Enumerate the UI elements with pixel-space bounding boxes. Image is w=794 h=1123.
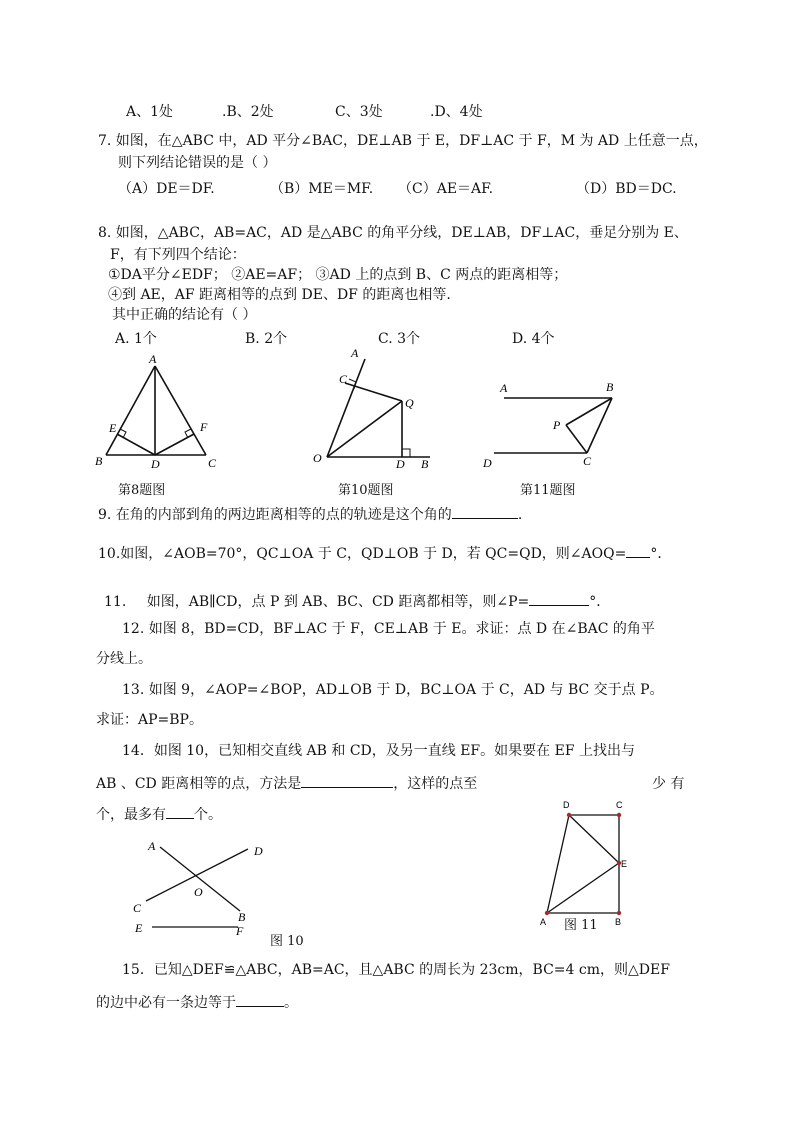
fig10-label-a: A (351, 346, 359, 360)
fig10-label-d: D (396, 457, 405, 471)
q7-option-a: （A）DE＝DF. (118, 181, 215, 197)
q12-line2: 分线上。 (96, 651, 152, 667)
q9-stem: 9. 在角的内部到角的两边距离相等的点的轨迹是这个角的 (98, 507, 452, 523)
fig11-label-c: C (583, 454, 592, 468)
q6-option-d: .D、4处 (430, 104, 483, 120)
q13-line2: 求证：AP=BP。 (96, 712, 203, 728)
figure-q10 (305, 345, 440, 479)
fig10-label-b: B (421, 457, 429, 471)
figure10-label-e: E (135, 921, 143, 935)
q7-stem-line2: 则下列结论错误的是（ ） (118, 155, 277, 171)
q8-option-b: B. 2个 (245, 331, 288, 347)
figure11-label-d: D (563, 800, 570, 810)
q15-line2-start: 的边中必有一条边等于 (96, 995, 236, 1011)
fig11-caption: 第11题图 (520, 483, 576, 498)
figure10-label-a: A (148, 839, 156, 853)
q15-line1: 15．已知△DEF≌△ABC，AB=AC，且△ABC 的周长为 23cm，BC=4 cm，则△DEF (122, 962, 670, 978)
q14-method-blank[interactable] (301, 787, 393, 788)
q12-line1: 12. 如图 8，BD=CD，BF⊥AC 于 F，CE⊥AB 于 E。求证：点 D 在∠BAC 的角平 (122, 621, 655, 637)
fig8-label-c: C (208, 456, 217, 470)
q8-stem-line1: 8. 如图，△ABC，AB=AC，AD 是△ABC 的角平分线，DE⊥AB，DF⊥AC，垂足分别为 E、 (98, 225, 688, 241)
figure-q8 (90, 350, 230, 479)
figure10-caption: 图 10 (270, 934, 304, 949)
q6-option-c: C、3处 (335, 104, 383, 120)
q8-option-c: C. 3个 (378, 331, 421, 347)
q8-question: 其中正确的结论有（ ） (112, 307, 257, 323)
q13-line1: 13. 如图 9，∠AOP=∠BOP，AD⊥OB 于 D，BC⊥OA 于 C，AD 与 BC 交于点 P。 (122, 682, 664, 698)
q11-stem: 如图，AB∥CD，点 P 到 AB、BC、CD 距离都相等，则∠P= (146, 594, 530, 610)
q15-line2 (96, 994, 298, 1012)
figure11-label-a: A (540, 917, 547, 927)
q7-option-d: （D）BD＝DC. (576, 181, 677, 197)
q10-stem: 10.如图，∠AOB=70°，QC⊥OA 于 C，QD⊥OB 于 D，若 QC=QD，则∠AOQ= (98, 546, 627, 562)
figure11-label-b: B (615, 917, 622, 927)
q11-answer-blank[interactable] (529, 605, 589, 606)
q11-end: °． (589, 594, 611, 610)
fig11-label-d: D (483, 456, 492, 470)
fig10-label-q: Q (405, 396, 414, 410)
fig10-label-c: C (339, 372, 348, 386)
figure11-label-e: E (621, 859, 628, 869)
q10-text (98, 545, 671, 563)
q8-stem-line2: F，有下列四个结论： (110, 247, 246, 263)
q14-line2-start: AB 、CD 距离相等的点，方法是 (96, 776, 302, 792)
q14-line2-end: 少 有 (652, 776, 685, 792)
figure10-label-o: O (194, 885, 203, 899)
q8-option-a: A. 1个 (115, 331, 157, 347)
q6-option-b: .B、2处 (222, 104, 274, 120)
fig11-label-a: A (500, 381, 508, 395)
figure11-caption: 图 11 (564, 918, 598, 933)
q14-line3-end: 个。 (194, 807, 222, 823)
q14-line2-mid: ，这样的点至 (393, 776, 478, 792)
q6-option-a: A、1处 (126, 104, 174, 120)
q11-number: 11. (104, 594, 127, 610)
q8-conclusion-4: ④到 AE，AF 距离相等的点到 DE、DF 的距离也相等. (108, 287, 451, 303)
q8-conclusions-1-3: ①DA平分∠EDF； ②AE=AF； ③AD 上的点到 B、C 两点的距离相等； (108, 267, 568, 283)
fig11-label-p: P (553, 418, 561, 432)
figure11-label-c: C (616, 800, 623, 810)
q9-end: . (517, 507, 523, 523)
q14-line3 (96, 806, 222, 824)
figure-q11 (480, 375, 630, 479)
figure-10 (130, 835, 280, 944)
fig8-label-f: F (200, 420, 208, 434)
q14-line3-start: 个，最多有 (96, 807, 166, 823)
q9-answer-blank[interactable] (452, 518, 518, 519)
q8-option-d: D. 4个 (512, 331, 555, 347)
q7-option-b: （B）ME＝MF. (270, 181, 374, 197)
q7-option-c: （C）AE＝AF. (398, 181, 494, 197)
figure10-label-d: D (254, 844, 263, 858)
q10-end: °． (650, 546, 672, 562)
q14-max-blank[interactable] (166, 818, 194, 819)
q15-answer-blank[interactable] (236, 1006, 284, 1007)
figure10-label-c: C (133, 901, 142, 915)
q15-line2-end: 。 (284, 995, 298, 1011)
q14-line1: 14．如图 10，已知相交直线 AB 和 CD，及另一直线 EF。如果要在 EF 上找出与 (122, 743, 635, 759)
figure10-label-b: B (238, 910, 246, 924)
fig8-caption: 第8题图 (118, 483, 166, 498)
fig8-label-d: D (151, 457, 160, 471)
figure10-label-f: F (236, 924, 244, 938)
q7-stem-line1: 7. 如图，在△ABC 中，AD 平分∠BAC，DE⊥AB 于 E，DF⊥AC 于 F，M 为 AD 上任意一点， (98, 133, 708, 149)
fig8-label-b: B (95, 454, 103, 468)
fig8-label-e: E (109, 421, 117, 435)
q14-line2 (96, 775, 477, 793)
q11-text (104, 593, 610, 611)
q9-text (98, 506, 522, 524)
q10-answer-blank[interactable] (626, 557, 650, 558)
fig10-caption: 第10题图 (338, 483, 394, 498)
fig10-label-o: O (313, 451, 322, 465)
fig11-label-b: B (606, 380, 614, 394)
fig8-label-a: A (149, 352, 157, 366)
